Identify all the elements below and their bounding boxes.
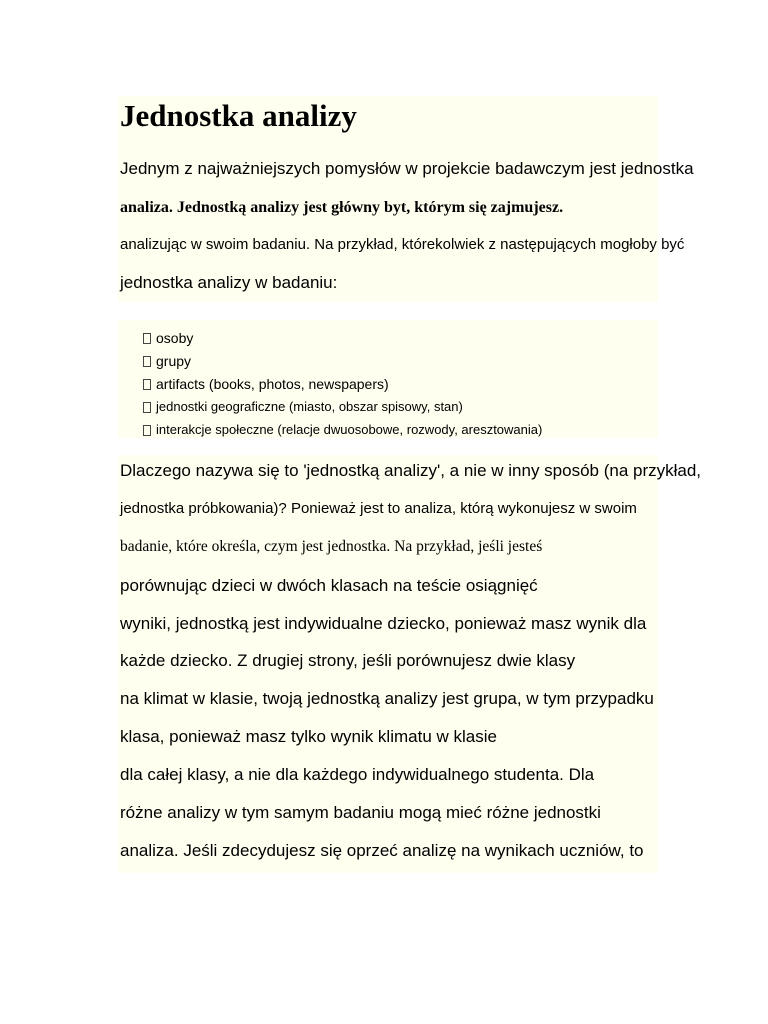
bullet-icon xyxy=(143,333,151,344)
body-line: porównując dzieci w dwóch klasach na teście osiągnięć xyxy=(120,576,538,595)
bullet-icon xyxy=(143,402,151,413)
intro-line-4: jednostka analizy w badaniu: xyxy=(120,273,338,292)
list-item: interakcje społeczne (relacje dwuosobowe, rozwody, aresztowania) xyxy=(143,418,542,441)
intro-line-2: analiza. Jednostką analizy jest główny byt, którym się zajmujesz. xyxy=(120,199,564,216)
unit-examples-list xyxy=(118,320,658,438)
body-line: Dlaczego nazywa się to 'jednostką analizy', a nie w inny sposób (na przykład, xyxy=(120,461,702,480)
intro-line-3: analizując w swoim badaniu. Na przykład, którekolwiek z następujących mogłoby być xyxy=(120,236,685,253)
body-line: dla całej klasy, a nie dla każdego indywidualnego studenta. Dla xyxy=(120,765,595,784)
body-line: każde dziecko. Z drugiej strony, jeśli porównujesz dwie klasy xyxy=(120,651,576,670)
bullet-icon xyxy=(143,356,151,367)
body-line: na klimat w klasie, twoją jednostką analizy jest grupa, w tym przypadku xyxy=(120,689,654,708)
body-line: analiza. Jeśli zdecydujesz się oprzeć analizę na wynikach uczniów, to xyxy=(120,841,644,860)
body-line: badanie, które określa, czym jest jednostka. Na przykład, jeśli jesteś xyxy=(120,538,543,555)
bullet-icon xyxy=(143,425,151,436)
explanation-section xyxy=(118,455,702,873)
body-line: wyniki, jednostką jest indywidualne dziecko, ponieważ masz wynik dla xyxy=(120,614,647,633)
list-item: artifacts (books, photos, newspapers) xyxy=(143,372,542,395)
intro-section xyxy=(118,96,694,302)
list-item: osoby xyxy=(143,326,542,349)
body-line: jednostka próbkowania)? Ponieważ jest to analiza, którą wykonujesz w swoim xyxy=(120,500,637,517)
bullet-icon xyxy=(143,379,151,390)
page-title: Jednostka analizy xyxy=(120,98,357,133)
body-line: różne analizy w tym samym badaniu mogą mieć różne jednostki xyxy=(120,803,601,822)
list-item: grupy xyxy=(143,349,542,372)
intro-line-1: Jednym z najważniejszych pomysłów w projekcie badawczym jest jednostka xyxy=(120,159,694,178)
list-item: jednostki geograficzne (miasto, obszar spisowy, stan) xyxy=(143,395,542,418)
body-line: klasa, ponieważ masz tylko wynik klimatu w klasie xyxy=(120,727,497,746)
